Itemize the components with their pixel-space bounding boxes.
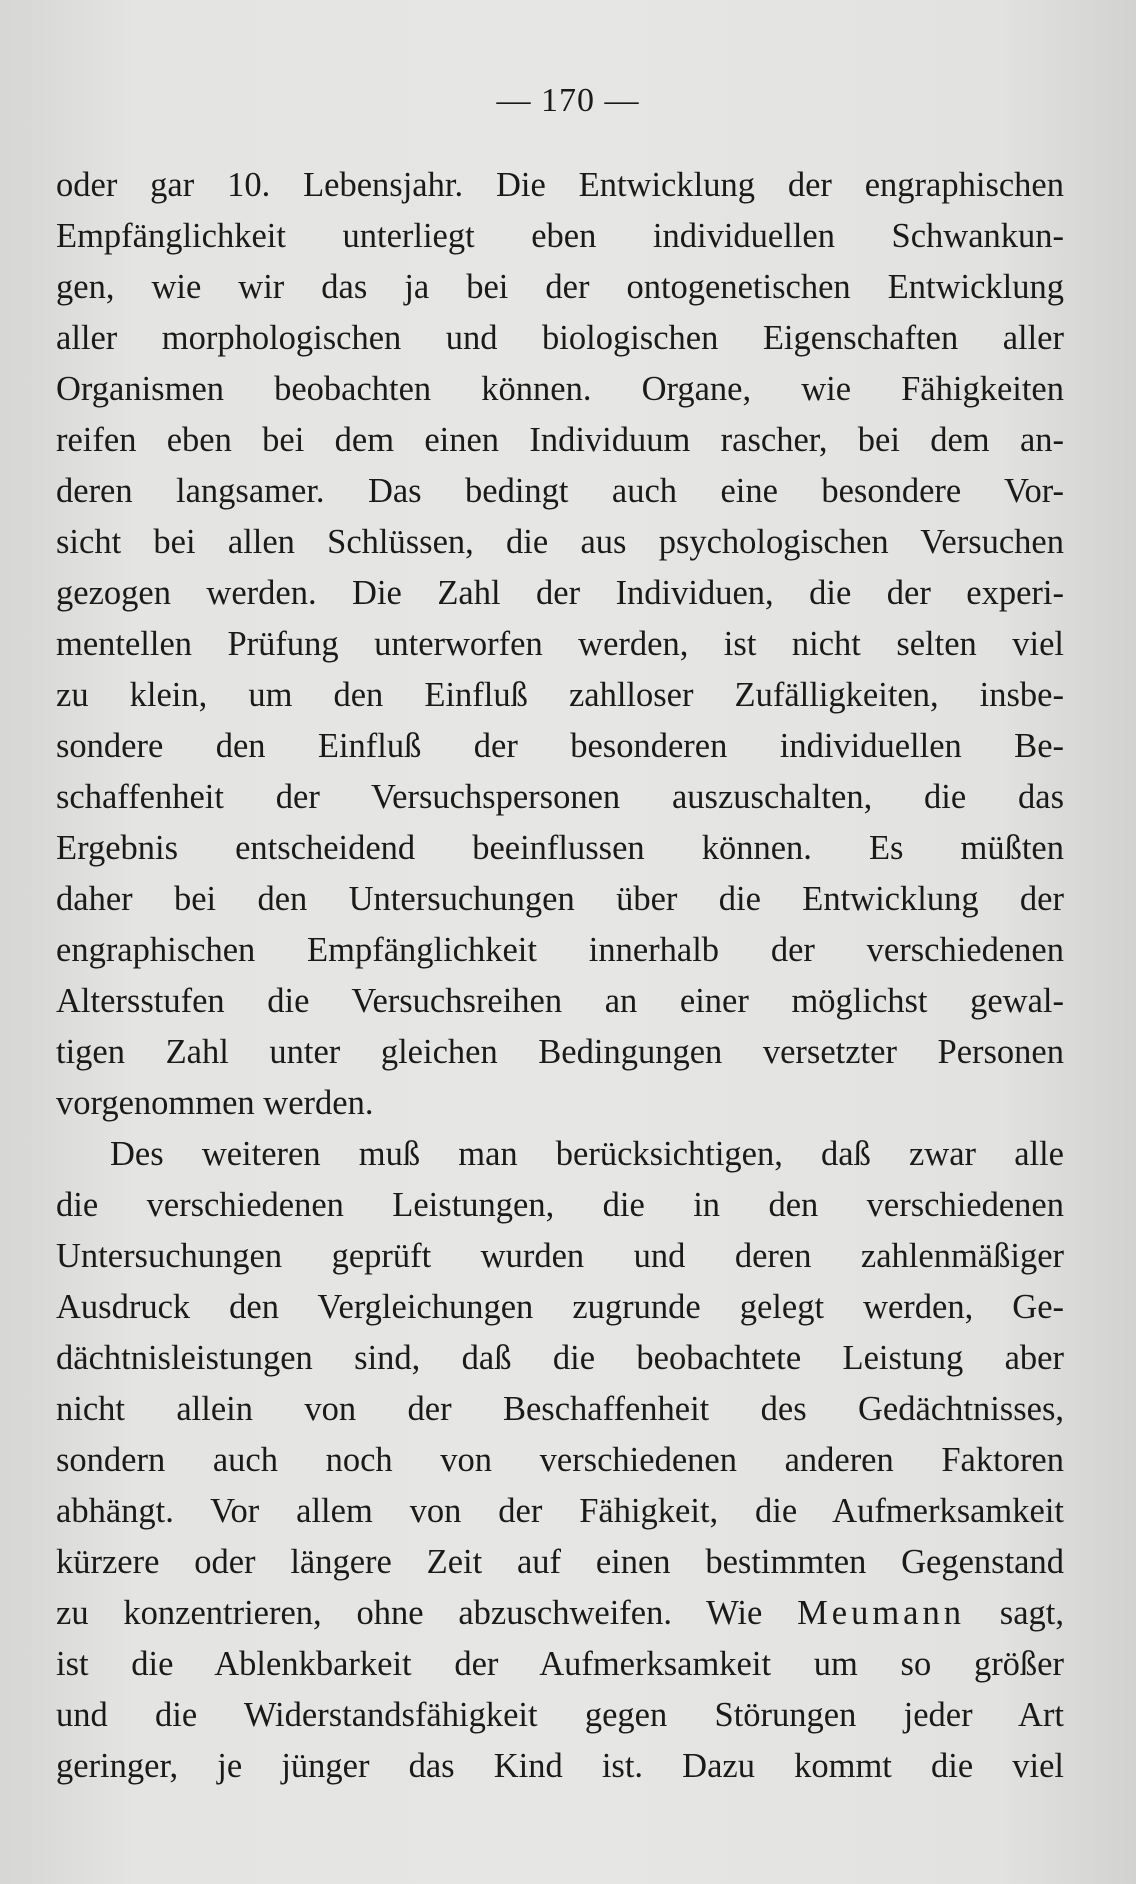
text-line: und die Widerstandsfähigkeit gegen Störungen jeder Art xyxy=(56,1696,1064,1734)
text-line: engraphischen Empfänglichkeit innerhalb der verschiedenen xyxy=(56,931,1064,969)
text-line: daher bei den Untersuchungen über die Entwicklung der xyxy=(56,880,1064,918)
text-line: gezogen werden. Die Zahl der Individuen, die der experi- xyxy=(56,574,1064,612)
text-line: zu klein, um den Einfluß zahlloser Zufälligkeiten, insbe- xyxy=(56,676,1064,714)
text-line: Organismen beobachten können. Organe, wie Fähigkeiten xyxy=(56,370,1064,408)
text-line: Des weiteren muß man berücksichtigen, daß zwar alle xyxy=(110,1135,1064,1173)
text-line: nicht allein von der Beschaffenheit des Gedächtnisses, xyxy=(56,1390,1064,1428)
text-line: geringer, je jünger das Kind ist. Dazu kommt die viel xyxy=(56,1747,1064,1785)
text-line: ist die Ablenkbarkeit der Aufmerksamkeit um so größer xyxy=(56,1645,1064,1683)
text-line: oder gar 10. Lebensjahr. Die Entwicklung der engraphischen xyxy=(56,166,1064,204)
text-line: schaffenheit der Versuchspersonen auszuschalten, die das xyxy=(56,778,1064,816)
text-line: abhängt. Vor allem von der Fähigkeit, die Aufmerksamkeit xyxy=(56,1492,1064,1530)
page-number: — 170 — xyxy=(496,82,640,119)
text-line: mentellen Prüfung unterworfen werden, ist nicht selten viel xyxy=(56,625,1064,663)
text-line: sicht bei allen Schlüssen, die aus psychologischen Versuchen xyxy=(56,523,1064,561)
text-line: dächtnisleistungen sind, daß die beobachtete Leistung aber xyxy=(56,1339,1064,1377)
body-text xyxy=(56,160,1064,1792)
text-line: Altersstufen die Versuchsreihen an einer möglichst gewal- xyxy=(56,982,1064,1020)
text-line: gen, wie wir das ja bei der ontogenetischen Entwicklung xyxy=(56,268,1064,306)
paragraph-1 xyxy=(56,160,1064,1129)
text-line: sondere den Einfluß der besonderen individuellen Be- xyxy=(56,727,1064,765)
text-line: Untersuchungen geprüft wurden und deren zahlenmäßiger xyxy=(56,1237,1064,1275)
text-line: reifen eben bei dem einen Individuum rascher, bei dem an- xyxy=(56,421,1064,459)
text-line-meumann xyxy=(56,1588,1064,1639)
author-name-spaced: Meumann xyxy=(797,1594,965,1632)
text-run: sagt, xyxy=(964,1594,1064,1632)
text-line: kürzere oder längere Zeit auf einen bestimmten Gegenstand xyxy=(56,1543,1064,1581)
text-line: tigen Zahl unter gleichen Bedingungen versetzter Personen xyxy=(56,1033,1064,1071)
text-line: Empfänglichkeit unterliegt eben individuellen Schwankun- xyxy=(56,217,1064,255)
text-line: sondern auch noch von verschiedenen anderen Faktoren xyxy=(56,1441,1064,1479)
text-line: Ergebnis entscheidend beeinflussen können. Es müßten xyxy=(56,829,1064,867)
text-line: die verschiedenen Leistungen, die in den verschiedenen xyxy=(56,1186,1064,1224)
paragraph-2 xyxy=(56,1129,1064,1792)
text-run: zu konzentrieren, ohne abzuschweifen. Wie xyxy=(56,1594,798,1632)
text-line: aller morphologischen und biologischen Eigenschaften aller xyxy=(56,319,1064,357)
text-line: vorgenommen werden. xyxy=(56,1084,374,1122)
text-line: Ausdruck den Vergleichungen zugrunde gelegt werden, Ge- xyxy=(56,1288,1064,1326)
text-line: deren langsamer. Das bedingt auch eine besondere Vor- xyxy=(56,472,1064,510)
